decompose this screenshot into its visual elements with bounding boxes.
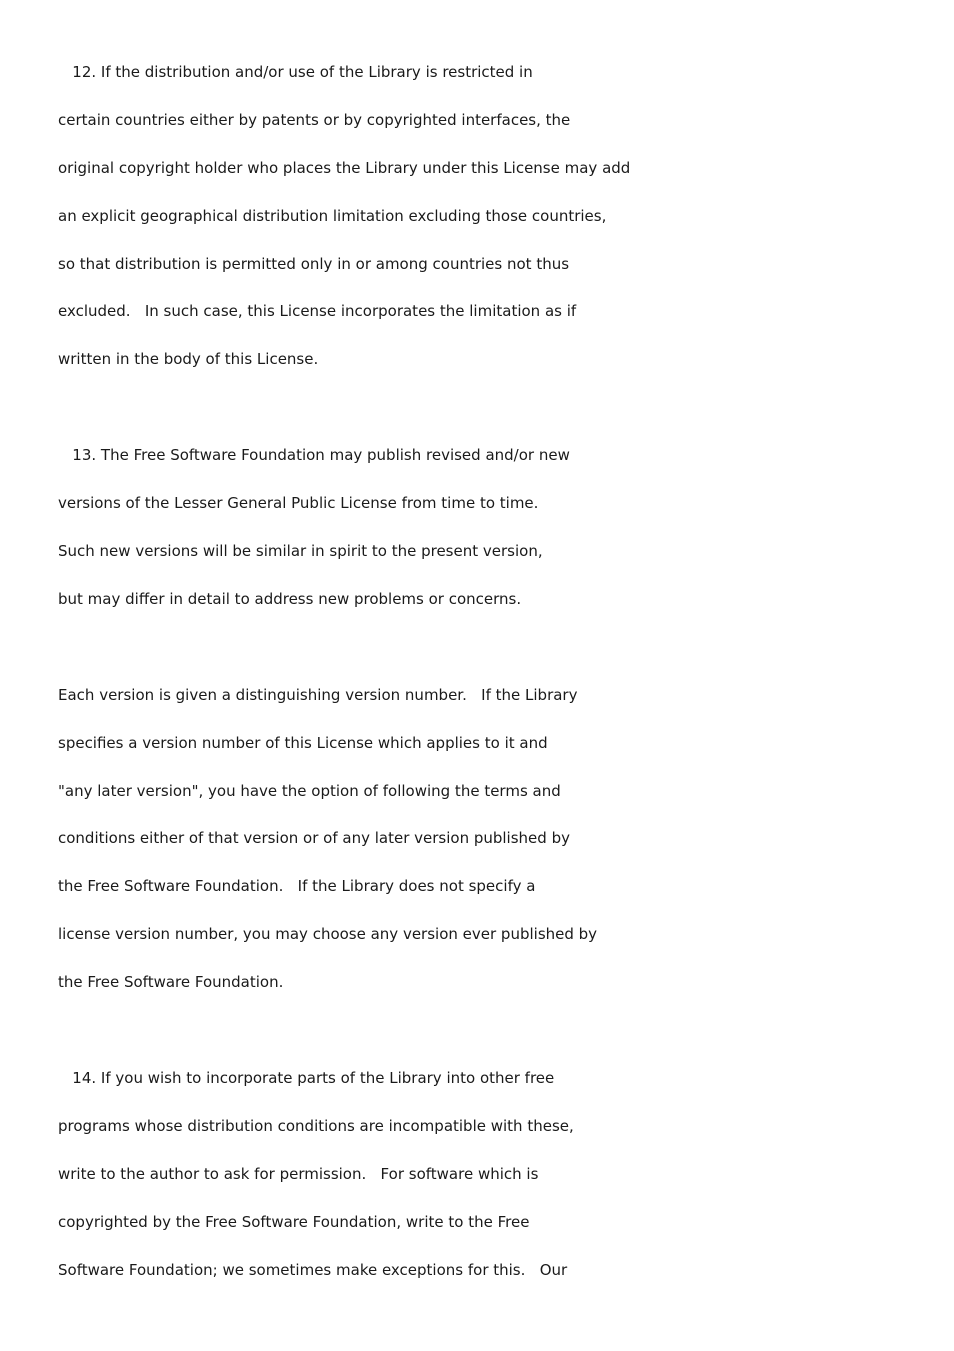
text-line: versions of the Lesser General Public License from time to time. [58,494,539,513]
text-line: the Free Software Foundation. [58,973,284,992]
text-line: "any later version", you have the option of following the terms and [58,781,561,800]
text-line: Each version is given a distinguishing version number. If the Library [58,685,578,704]
text-line: Software Foundation; we sometimes make exceptions for this. Our [58,1260,568,1279]
text-line: programs whose distribution conditions are incompatible with these, [58,1116,574,1135]
text-line: 12. If the distribution and/or use of the Library is restricted in [58,63,533,81]
paragraph-version-numbers [58,681,938,1016]
text-line: an explicit geographical distribution limitation excluding those countries, [58,206,607,225]
paragraph-section-12 [58,58,938,393]
text-line: specifies a version number of this License which applies to it and [58,733,548,752]
text-line: license version number, you may choose any version ever published by [58,925,598,944]
text-line: Such new versions will be similar in spirit to the present version, [58,542,543,561]
text-line: copyrighted by the Free Software Foundation, write to the Free [58,1212,530,1231]
text-line: so that distribution is permitted only in or among countries not thus [58,254,570,273]
text-line: conditions either of that version or of any later version published by [58,829,570,848]
text-line: write to the author to ask for permission. For software which is [58,1164,539,1183]
text-line: certain countries either by patents or by copyrighted interfaces, the [58,110,571,129]
paragraph-section-13 [58,441,938,633]
text-line: excluded. In such case, this License incorporates the limitation as if [58,302,577,321]
text-line: written in the body of this License. [58,350,319,369]
document-page [58,58,938,1351]
text-line: 14. If you wish to incorporate parts of the Library into other free [58,1069,555,1088]
text-line: 13. The Free Software Foundation may publish revised and/or new [58,446,570,465]
text-line: but may differ in detail to address new problems or concerns. [58,589,522,608]
text-line: original copyright holder who places the Library under this License may add [58,158,631,177]
text-line: the Free Software Foundation. If the Library does not specify a [58,877,536,896]
paragraph-section-14 [58,1064,938,1303]
